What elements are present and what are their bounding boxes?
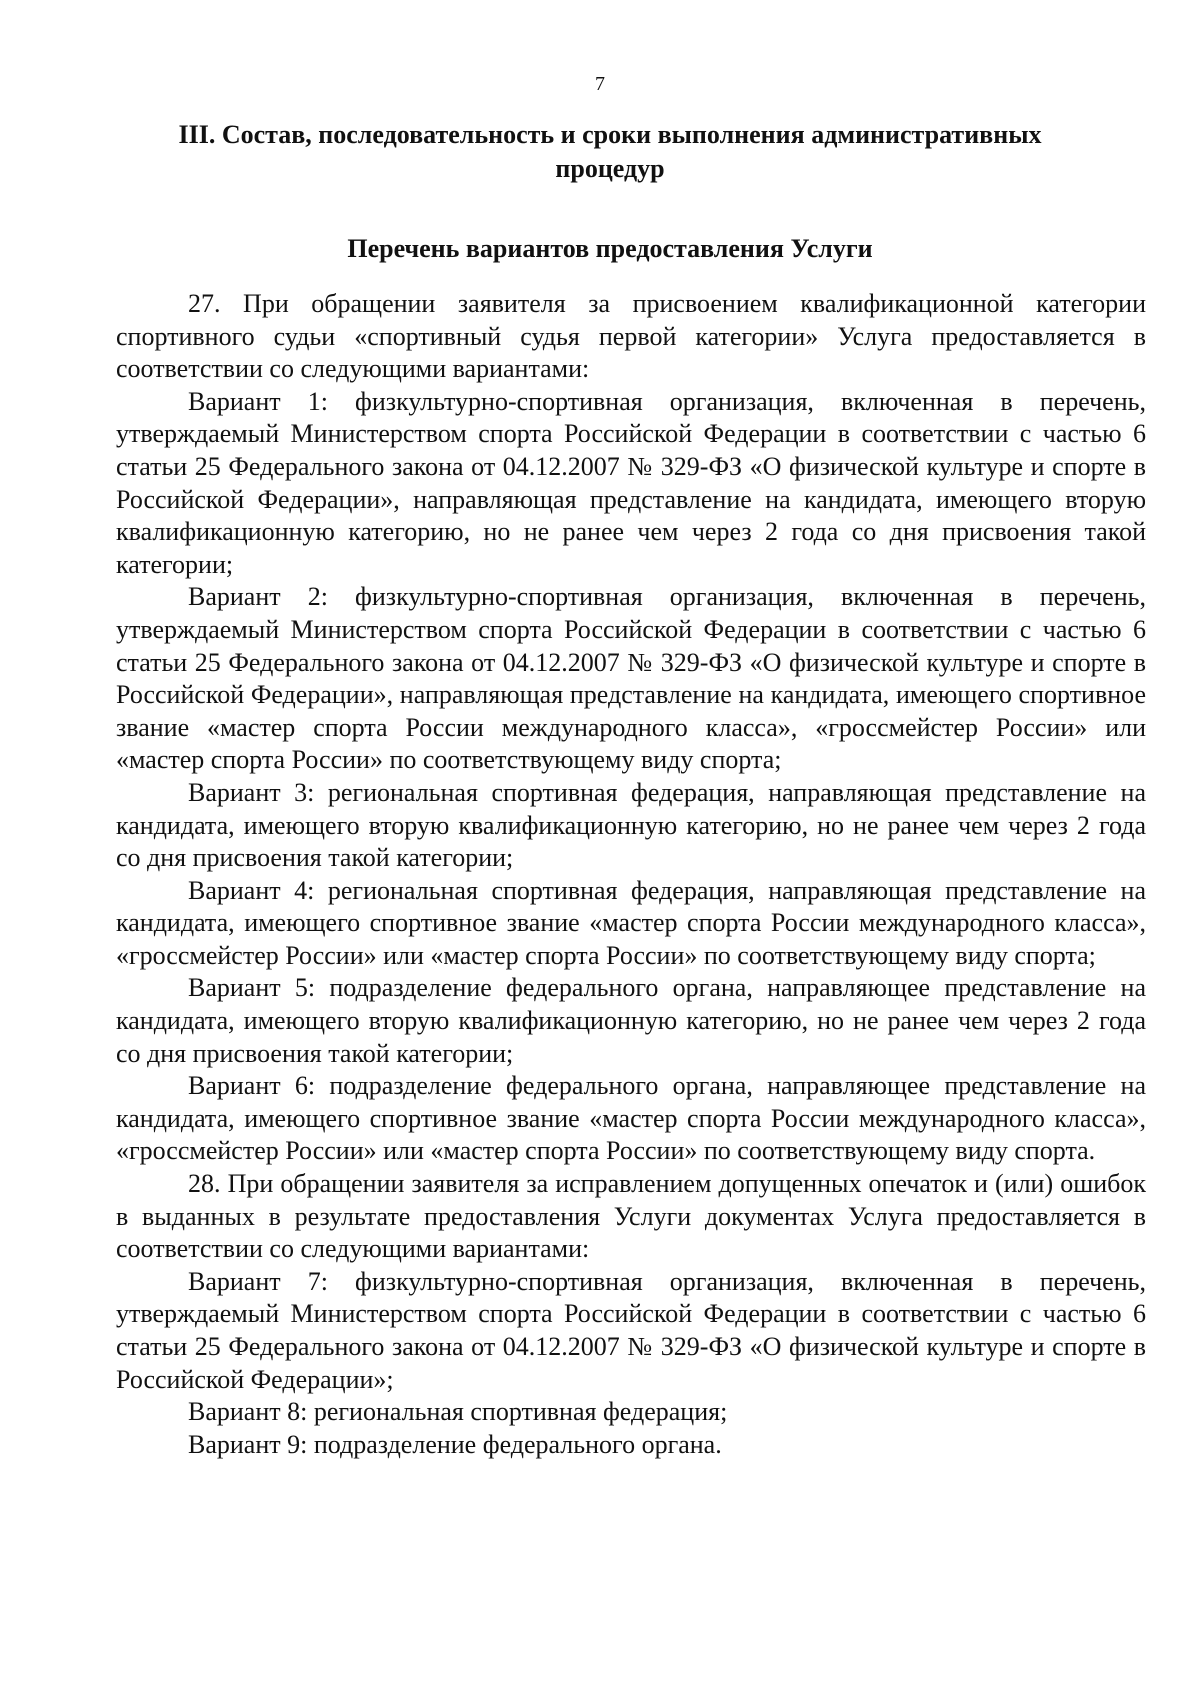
paragraph-variant-7: Вариант 7: физкультурно-спортивная организация, включенная в перечень, утверждаемый Министерством спорта Российской Федерации в соответствии с частью 6 статьи 25 Федерального закона от 04.12.2007 № 329-ФЗ «О физической культуре и спорте в Российской Федерации»; (116, 1266, 1146, 1394)
paragraph-27: 27. При обращении заявителя за присвоением квалификационной категории спортивного судьи «спортивный судья первой категории» Услуга предоставляется в соответствии со следующими вариантами: (116, 289, 1146, 384)
section-title: III. Состав, последовательность и сроки выполнения административных процедур (178, 120, 1042, 183)
paragraph-variant-3: Вариант 3: региональная спортивная федерация, направляющая представление на кандидата, имеющего вторую квалификационную категорию, но не ранее чем через 2 года со дня присвоения такой категории; (116, 777, 1146, 873)
paragraph-variant-8: Вариант 8: региональная спортивная федерация; (188, 1397, 728, 1427)
paragraph-variant-6: Вариант 6: подразделение федерального органа, направляющее представление на кандидата, имеющего спортивное звание «мастер спорта России международного класса», «гроссмейстер России» или «мастер спорта России» по соответствующему виду спорта. (116, 1071, 1146, 1166)
paragraph-variant-9: Вариант 9: подразделение федерального органа. (188, 1429, 722, 1459)
subsection-title: Перечень вариантов предоставления Услуги (347, 234, 873, 263)
paragraph-variant-2: Вариант 2: физкультурно-спортивная организация, включенная в перечень, утверждаемый Министерством спорта Российской Федерации в соответствии с частью 6 статьи 25 Федерального закона от 04.12.2007 № 329-ФЗ «О физической культуре и спорте в Российской Федерации», направляющая представление на кандидата, имеющего спортивное звание «мастер спорта России международного класса», «гроссмейстер России» или «мастер спорта России» по соответствующему виду спорта; (116, 582, 1146, 775)
paragraph-variant-4: Вариант 4: региональная спортивная федерация, направляющая представление на кандидата, имеющего спортивное звание «мастер спорта России международного класса», «гроссмейстер России» или «мастер спорта России» по соответствующему виду спорта; (116, 875, 1146, 970)
paragraph-28: 28. При обращении заявителя за исправлением допущенных опечаток и (или) ошибок в выданных в результате предоставления Услуги документах Услуга предоставляется в соответствии со следующими вариантами: (116, 1169, 1146, 1264)
paragraph-variant-5: Вариант 5: подразделение федерального органа, направляющее представление на кандидата, имеющего вторую квалификационную категорию, но не ранее чем через 2 года со дня присвоения такой категории; (116, 973, 1146, 1068)
page-number: 7 (595, 73, 605, 95)
document-body (116, 288, 1146, 1461)
paragraph-variant-1: Вариант 1: физкультурно-спортивная организация, включенная в перечень, утверждаемый Министерством спорта Российской Федерации в соответствии с частью 6 статьи 25 Федерального закона от 04.12.2007 № 329-ФЗ «О физической культуре и спорте в Российской Федерации», направляющая представление на кандидата, имеющего вторую квалификационную категорию, но не ранее чем через 2 года со дня присвоения такой категории; (116, 386, 1146, 579)
